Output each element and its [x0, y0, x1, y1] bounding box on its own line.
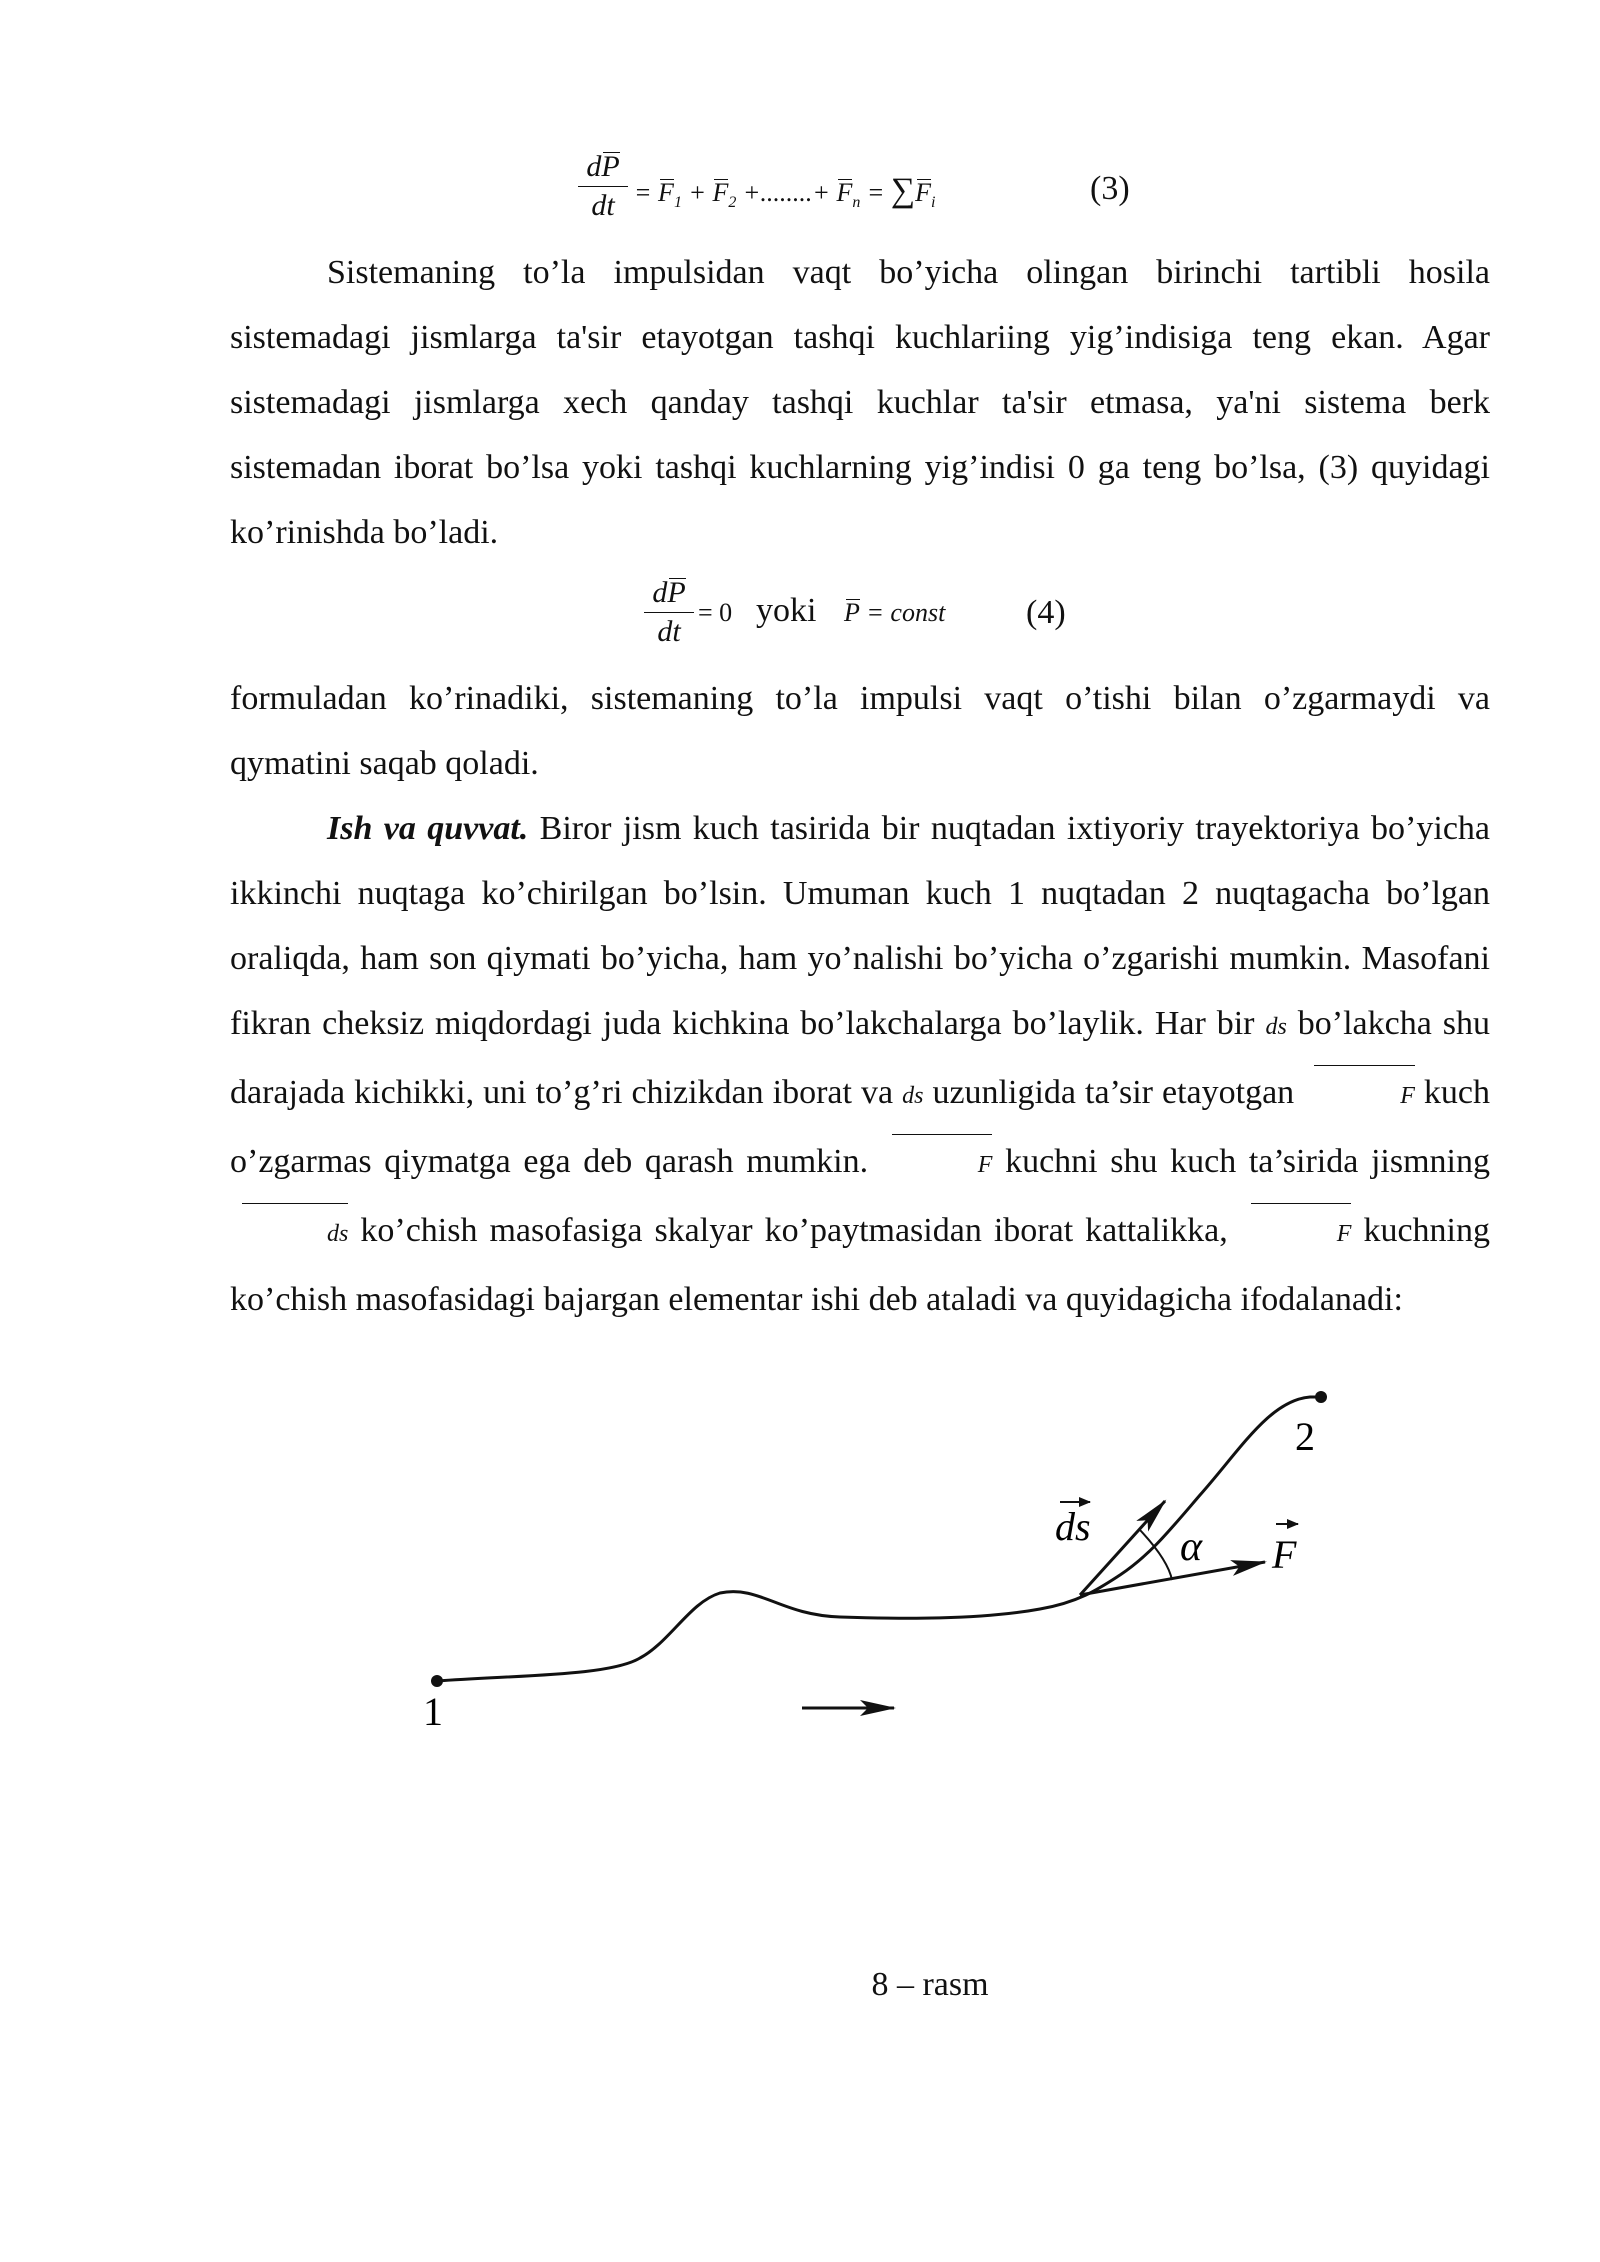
equation-4: [644, 576, 1104, 656]
p3-F-3: F: [1240, 1202, 1352, 1267]
p3-ds-1: ds: [1265, 1014, 1287, 1040]
p3-F-1: F: [1303, 1064, 1415, 1129]
point-2-label: 2: [1295, 1414, 1315, 1459]
eq3-rhs-Fn: F: [836, 178, 853, 207]
eq4-fraction: [644, 576, 694, 649]
eq3-rhs-sub2: 2: [728, 194, 737, 212]
p3-text-5: kuchni shu kuch ta’sirida jismning: [992, 1143, 1490, 1180]
eq3-rhs-sum: ∑: [890, 172, 916, 209]
paragraph-3: [230, 796, 1490, 1332]
eq3-numerator-d: d: [586, 150, 602, 183]
eq3-rhs-F1: F: [658, 178, 674, 207]
eq3-rhs-subi: i: [931, 194, 936, 212]
eq4-zero: = 0: [698, 598, 733, 627]
eq4-const-text: = const: [859, 598, 946, 627]
eq4-P: P: [844, 598, 860, 627]
eq3-rhs-Fi: F: [915, 178, 932, 207]
force-label: F: [1272, 1532, 1297, 1577]
section-heading-ish-va-quvvat: Ish va quvvat.: [327, 810, 529, 847]
p3-text-6: ko’chish masofasiga skalyar ko’paytmasidan iborat kattalikka,: [348, 1212, 1240, 1249]
eq3-rhs-eq: =: [634, 178, 659, 207]
p3-text-2: bo’lakcha shu darajada kichikki, uni to’g’ri chizikdan iborat va: [230, 1005, 1490, 1111]
p3-ds-3: ds: [230, 1202, 348, 1267]
paragraph-1: [230, 240, 1490, 565]
paragraph-2-text: formuladan ko’rinadiki, sistemaning to’la impulsi vaqt o’tishi bilan o’zgarmaydi va qymatini saqab qoladi.: [230, 680, 1490, 782]
equation-3: [578, 150, 1138, 230]
eq4-numerator-d: d: [652, 576, 668, 609]
eq3-rhs-dots: +........+: [736, 178, 837, 207]
eq3-rhs-sub1: 1: [673, 194, 682, 212]
eq3-rhs-plus1: +: [681, 178, 713, 207]
eq3-rhs-subn: n: [852, 194, 861, 212]
trajectory-figure: [0, 1380, 1600, 1780]
eq3-fraction: [578, 150, 628, 223]
eq4-numerator-P: P: [667, 576, 686, 609]
p3-text-3: uzunligida ta’sir etayotgan: [923, 1074, 1304, 1111]
eq4-const: [844, 598, 945, 628]
eq4-yoki: yoki: [756, 592, 817, 629]
p3-F-2: F: [881, 1133, 993, 1198]
p3-text-1: Biror jism kuch tasirida bir nuqtadan ixtiyoriy trayektoriya bo’yicha ikkinchi nuqtaga ko’chirilgan bo’lsin. Umuman kuch 1 nuqtadan 2 nuqtagacha bo’lgan oraliqda, ham son qiymati bo’yicha, ham yo’nalishi bo’yicha o’zgarishi mumkin. Masofani fikran cheksiz miqdordagi juda kichkina bo’lakchalarga bo’laylik. Har bir: [230, 810, 1490, 1042]
figure-caption: 8 – rasm: [871, 1966, 989, 2003]
p3-text-7: kuchning ko’chish masofasidagi bajargan elementar ishi deb ataladi va quyidagicha ifodalanadi:: [230, 1212, 1490, 1318]
eq3-denominator: dt: [591, 189, 615, 222]
paragraph-2: [230, 666, 1490, 796]
p3-text-4: kuch o’zgarmas qiymatga ega deb qarash mumkin.: [230, 1074, 1490, 1180]
eq4-denominator: dt: [657, 615, 681, 648]
eq3-number: (3): [1090, 170, 1130, 207]
alpha-label: α: [1180, 1524, 1203, 1570]
point-1-label: 1: [423, 1689, 443, 1734]
eq3-numerator-P: P: [601, 150, 620, 183]
eq3-rhs-F2: F: [712, 178, 729, 207]
eq3-rhs-eq2: =: [860, 178, 891, 207]
point-1-marker: [431, 1675, 443, 1687]
eq4-number: (4): [1026, 594, 1066, 631]
paragraph-1-text: Sistemaning to’la impulsidan vaqt bo’yicha olingan birinchi tartibli hosila sistemadagi jismlarga ta'sir etayotgan tashqi kuchlariing yig’indisiga teng ekan. Agar sistemadagi jismlarga xech qanday tashqi kuchlar ta'sir etmasa, ya'ni sistema berk sistemadan iborat bo’lsa yoki tashqi kuchlarning yig’indisi 0 ga teng bo’lsa, (3) quyidagi ko’rinishda bo’ladi.: [230, 254, 1490, 551]
ds-label: ds: [1055, 1504, 1091, 1549]
point-2-marker: [1315, 1391, 1327, 1403]
eq3-rhs: [634, 172, 936, 212]
p3-ds-2: ds: [902, 1083, 924, 1109]
